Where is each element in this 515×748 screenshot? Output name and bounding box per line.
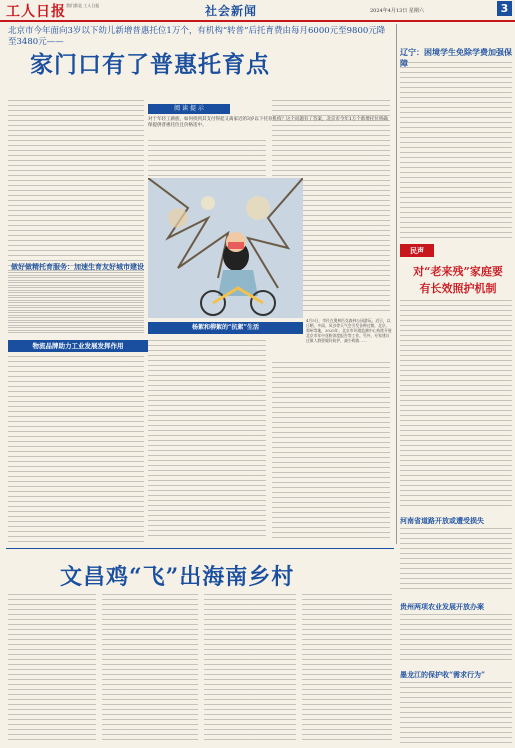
- column-separator: [396, 24, 397, 544]
- section-tag-minsheng: 民声: [400, 244, 434, 257]
- bottom-body-col2: [102, 594, 198, 744]
- right-body-4: [400, 682, 512, 744]
- bottom-headline: 文昌鸡“飞”出海南乡村: [60, 564, 295, 590]
- cyclist-photo-illustration: [148, 178, 303, 318]
- right-body-2: [400, 528, 512, 592]
- masthead: 工人日报: [6, 4, 66, 20]
- photo-caption: 4月5日，市民在奥林匹克森林公园游玩。近日，以日晒、多雨、风沙等天气会引发各种过敏，北京、郑州等地，2025年，北京市环境监测中心持续开展北京市年中花粉浓度报告等工作。另外，专家建议过敏人群要做好防护，减少致敏……: [306, 318, 392, 343]
- page-number: 3: [497, 1, 512, 16]
- logistics-body: [8, 356, 144, 546]
- lead-body-col1b: [8, 272, 144, 336]
- lead-subhead: 做好做精托育服务：加速生育友好城市建设: [11, 262, 144, 271]
- middle-body-bottom2: [272, 362, 390, 540]
- right-headline-3: 贵州两项农业发展开放办案: [400, 602, 484, 611]
- section-divider: [6, 548, 394, 549]
- section-title: 社会新闻: [205, 4, 258, 18]
- lead-headline: 家门口有了普惠托育点: [30, 51, 270, 78]
- lead-subtitle: 北京市今年面向3岁以下幼儿新增普惠托位1万个，有机构“转普”后托育费由每月6000元至9800元降至3480元——: [8, 26, 386, 47]
- right-body-3: [400, 614, 512, 664]
- opinion-body: [400, 300, 512, 510]
- opinion-title: 对“老来残”家庭要有长效照护机制: [413, 265, 503, 295]
- bottom-body-col3: [204, 594, 296, 744]
- right-body-1: [400, 62, 512, 238]
- right-headline-2: 河南省道路开放或遭受损失: [400, 516, 484, 525]
- news-photo: [148, 178, 303, 318]
- bottom-body-col1: [8, 594, 96, 744]
- photo-caption-bar: 杨絮和柳絮的“抗絮”生活: [148, 322, 303, 334]
- story-headline-logistics: 物流品牌助力工业发展发挥作用: [8, 340, 148, 352]
- reading-tips-header: 阅 读 提 示: [148, 104, 230, 114]
- reading-tips-text: 对于年轻工薪族，如何找到其支付得起又离家近的3岁以下托育机构？这个问题有了答案，北京市今年1万个新增托位将确保提供普惠托位且价格适中。: [148, 117, 388, 128]
- bottom-body-col4: [302, 594, 392, 744]
- date-line: 2024年4月13日 星期六: [370, 8, 424, 14]
- middle-body-bottom: [148, 340, 266, 540]
- right-headline-4: 墨龙江的保护收“需求行为”: [400, 670, 486, 679]
- masthead-tagline: 我们都是 工人日报: [66, 3, 100, 8]
- right-headline-1: 辽宁：困境学生免除学费加强保障: [400, 47, 512, 68]
